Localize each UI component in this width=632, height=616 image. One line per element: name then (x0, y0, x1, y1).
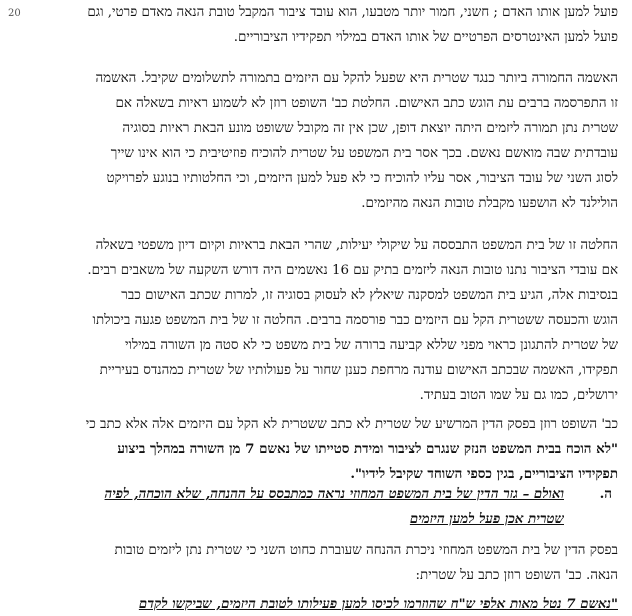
page-mark: 20 (8, 8, 21, 19)
text-line: האשמה החמורה ביותר כנגד שטרית היא שפעל להקל עם היזמים בתמורה לתשלומים שקיבל. האשמה (95, 71, 618, 86)
paragraph-quote-bottom (14, 592, 618, 616)
text-line: פועל למען האינטרסים הפרטיים של אותו האדם במילוי תפקידיו הציבוריים. (233, 30, 618, 45)
section-letter: ה. (599, 486, 612, 502)
text-line: אם עובדי הציבור נתנו טובות הנאה ליזמים בתיק עם 16 נאשמים היה דורש השקעה של משאבים רבים. (87, 263, 618, 278)
heading-line: ואולם – גזר הדין של בית המשפט המחוזי נראה כמתבסס על ההנחה, שלא הוכחה, לפיה (104, 486, 564, 502)
paragraph-judge-quote (14, 412, 618, 487)
text-line: הולילנד לא הושפעו מקבלת טובות הנאה מהיזמים. (361, 196, 618, 211)
heading-line: שטרית אכן פעל למען היזמים (409, 511, 564, 527)
paragraph-court-decision (14, 233, 618, 408)
text-line: בנסיבות אלה, הגיע בית המשפט למסקנה שיאלץ לא לעסוק בסוגיה זו, למרות שכתב האישום כבר (121, 288, 618, 303)
paragraph-intro (14, 0, 618, 50)
text-line: תפקידו, האשמה שבכתב האישום עודנה מרחפת כענן שחור על פעולותיו של שטרית כמהנדס בעיריית (99, 363, 618, 378)
text-line: שטרית נתן תמורה ליזמים היתה יוצאת דופן, שכן אין זה מקובל ששופט מונע הבאת ראיות בסוגיה (122, 121, 618, 136)
text-line: בפסק הדין של בית המשפט המחוזי ניכרת ההנחה שעוברת כחוט השני כי שטרית נתן ליזמים טובות (114, 543, 618, 558)
text-line: הנאה. כב' השופט רוזן כתב על שטרית: (415, 568, 618, 583)
quote-line: תפקידיו הציבוריים, בגין כספי השוחד שקיבל לידיו". (350, 466, 618, 482)
text-line: זו התפרסמה ברבים עת הוגש כתב האישום. החלטת כב' השופט רוזן לא לשמוע ראיות בשאלה אם (115, 96, 618, 111)
text-line: לסוג השני של עובד הציבור, אסר עליו להוכיח כי לא פעל למען היזמים, וכי החלטותיו בנוגע לפרויקט (106, 171, 618, 186)
paragraph-accusation (14, 66, 618, 216)
text-line: של שטרית להתגונן כראוי מפני שללא קביעה ברורה של בית משפט כי לא סטה מן השורה במילוי (124, 338, 618, 353)
text-line: הוגש והכעסה ששטרית הקל עם היזמים כבר פורסמה ברבים. החלטה זו של בית המשפט פגעה ביכולתו (92, 313, 618, 328)
quote-line: "נאשם 7 נטל מאות אלפי ש"ח שהוזרמו לכיסו למען פעילותו לטובת היזמים, שביקשו לקדם (138, 596, 618, 612)
paragraph-assumption (14, 538, 618, 588)
text-line: כב' השופט רוזן בפסק הדין המרשיע של שטרית לא כתב ששטרית לא הקל עם היזמים אלה אלא כתב כי (85, 417, 618, 432)
text-line: ירושלים, כמו גם על שמו הטוב בעתיד. (419, 388, 618, 403)
text-line: עובדתית שבה מואשם נאשם. בכך אסר בית המשפט על שטרית להוכיח פוזיטיבית כי הוא אינו שייך (110, 146, 618, 161)
quote-line: "לא הוכח בבית המשפט הנזק שנגרם לציבור ומידת סטייתו של נאשם 7 מן השורה במהלך ביצוע (117, 441, 618, 457)
text-line: פועל למען אותו האדם ; חשני, חמור יותר מטבעו, הוא עובד ציבור המקבל טובת הנאה מאדם פרטי, וגם (87, 5, 618, 20)
section-heading (60, 482, 612, 532)
section-heading-text (60, 482, 564, 532)
text-line: החלטה זו של בית המשפט התבססה על שיקולי יעילות, שהרי הבאת בראיות וקיום דיון משפטי בשאלה (95, 238, 618, 253)
